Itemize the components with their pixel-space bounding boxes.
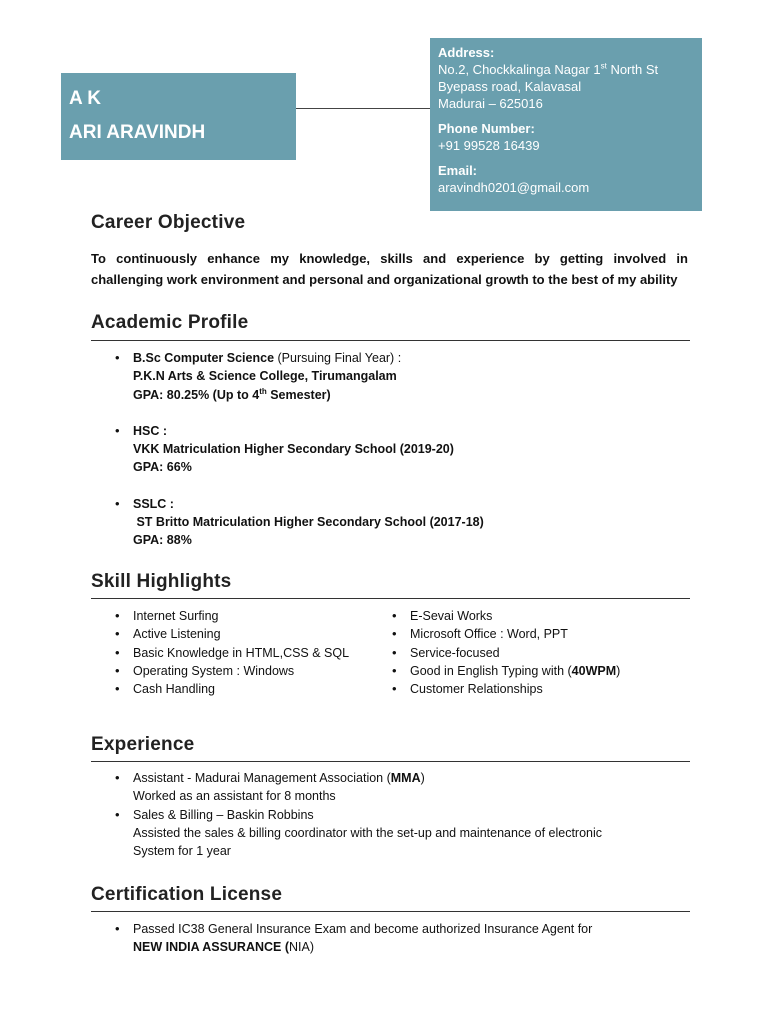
skill-item: • Basic Knowledge in HTML,CSS & SQL: [91, 644, 391, 662]
address-line-2: Byepass road, Kalavasal: [438, 79, 582, 94]
academic-divider: [91, 340, 690, 341]
certification-divider: [91, 911, 690, 912]
skill-item: • Active Listening: [91, 625, 391, 643]
experience-divider: [91, 761, 690, 762]
skill-item: • E-Sevai Works: [368, 607, 688, 625]
address-line-1: No.2, Chockkalinga Nagar 1st North St: [438, 61, 659, 77]
skill-item: • Operating System : Windows: [91, 662, 391, 680]
address-label: Address:: [438, 45, 495, 60]
skill-item: • Cash Handling: [91, 680, 391, 698]
skills-left-list: [91, 607, 391, 698]
certification-list: [91, 920, 691, 957]
skill-item-typing: • Good in English Typing with (40WPM): [368, 662, 688, 680]
experience-title: Experience: [91, 734, 195, 755]
skills-divider: [91, 598, 690, 599]
name-full: ARI ARAVINDH: [69, 122, 206, 143]
contact-box: [430, 38, 702, 211]
academic-list: [91, 349, 691, 550]
experience-item-mma: • Assistant - Madurai Management Association (MMA) Worked as an assistant for 8 months: [91, 769, 691, 806]
phone-label: Phone Number:: [438, 121, 535, 136]
skill-item: • Internet Surfing: [91, 607, 391, 625]
experience-list: [91, 769, 691, 860]
name-initials: A K: [69, 88, 102, 109]
certification-title: Certification License: [91, 884, 283, 905]
phone-number: +91 99528 16439: [438, 138, 540, 153]
skill-item: • Customer Relationships: [368, 680, 688, 698]
career-objective-title: Career Objective: [91, 212, 246, 233]
skills-right-list: [368, 607, 688, 698]
skill-item: • Service-focused: [368, 644, 688, 662]
academic-item-hsc: • HSC : VKK Matriculation Higher Secondary School (2019-20) GPA: 66%: [91, 422, 691, 477]
name-box: [61, 73, 296, 160]
career-objective-text: To continuously enhance my knowledge, skills and experience by getting involved in challenging work environment and personal and organizational growth to the best of my ability: [91, 251, 688, 287]
experience-item-baskin: • Sales & Billing – Baskin Robbins Assisted the sales & billing coordinator with the set-up and maintenance of electronic System for 1 year: [91, 806, 691, 861]
email-label: Email:: [438, 163, 478, 178]
academic-item-sslc: • SSLC : ST Britto Matriculation Higher Secondary School (2017-18) GPA: 88%: [91, 495, 691, 550]
certification-item: • Passed IC38 General Insurance Exam and become authorized Insurance Agent for NEW INDIA ASSURANCE (NIA): [91, 920, 691, 957]
skill-item: • Microsoft Office : Word, PPT: [368, 625, 688, 643]
academic-profile-title: Academic Profile: [91, 312, 249, 333]
address-line-3: Madurai – 625016: [438, 96, 543, 111]
skill-highlights-title: Skill Highlights: [91, 571, 232, 592]
header-connector-line: [296, 108, 430, 109]
email-address[interactable]: aravindh0201@gmail.com: [438, 180, 590, 195]
academic-item-bsc: • B.Sc Computer Science (Pursuing Final Year) : P.K.N Arts & Science College, Tirumangalam GPA: 80.25% (Up to 4th Semester): [91, 349, 691, 404]
